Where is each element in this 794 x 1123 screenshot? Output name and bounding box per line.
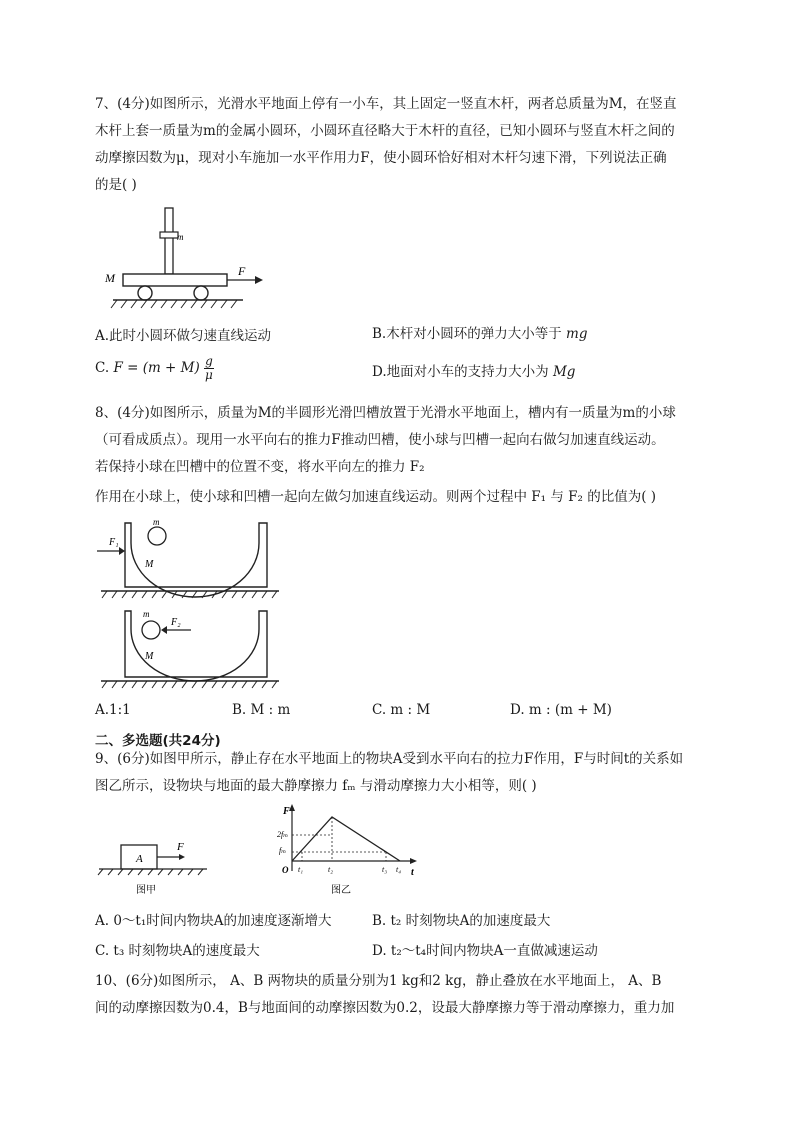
q7-cart-figure xyxy=(95,200,275,312)
q9-force-arrow xyxy=(179,854,185,860)
q8-top-M: M xyxy=(145,559,154,570)
q9-option-a: A. 0～t₁时间内物块A的加速度逐渐增大 xyxy=(95,913,332,929)
q8-bottom-M: M xyxy=(145,651,154,662)
q8-bottom-ball xyxy=(142,621,160,639)
q8-option-b: B. M : m xyxy=(232,702,291,718)
q9-line-1: 9、(6分)如图甲所示，静止存在水平地面上的物块A受到水平向右的拉力F作用，F与时间t的关系如 xyxy=(95,751,684,767)
q7-option-a: A.此时小圆环做匀速直线运动 xyxy=(95,328,272,344)
q10-line-1: 10、(6分)如图所示， A、B 两物块的质量分别为1 kg和2 kg，静止叠放在水平地面上， A、B xyxy=(95,973,662,989)
q8-line-1: 8、(4分)如图所示，质量为M的半圆形光滑凹槽放置于光滑水平地面上，槽内有一质量为m的小球 xyxy=(95,405,676,421)
q7-option-c-math: F = (m + M) xyxy=(113,360,200,376)
q9-tick-t4: t₄ xyxy=(396,865,402,874)
q8-bottom-F: F₂ xyxy=(171,617,181,628)
q8-bottom-m: m xyxy=(143,609,150,619)
q7-force-arrow xyxy=(255,276,263,284)
q8-option-a: A.1:1 xyxy=(95,702,131,718)
q9-tick-t1: t₁ xyxy=(298,865,304,874)
q9-line-2: 图乙所示，设物块与地面的最大静摩擦力 fₘ 与滑动摩擦力大小相等，则( ) xyxy=(95,778,537,794)
q9-tick-fm: fₘ xyxy=(279,846,287,855)
q8-option-d: D. m : (m + M) xyxy=(510,702,612,718)
q7-option-c-fraction xyxy=(204,355,214,382)
q7-option-c xyxy=(95,355,214,382)
q8-line-2: （可看成质点）。现用一水平向右的推力F推动凹槽，使小球与凹槽一起向右做匀加速直线运动。 xyxy=(95,432,665,448)
q7-line-1: 7、(4分)如图所示，光滑水平地面上停有一小车，其上固定一竖直木杆，两者总质量为M，在竖直 xyxy=(95,96,677,112)
q7-line-4: 的是( ) xyxy=(95,177,137,193)
q9-tick-2fm: 2fₘ xyxy=(277,830,289,839)
q8-top-ball xyxy=(148,527,166,545)
q9-axis-y-label: F xyxy=(283,806,290,817)
q9-force-time-curve xyxy=(292,817,400,861)
q7-wheel-right xyxy=(194,286,208,300)
q8-bottom-groove xyxy=(125,611,267,681)
q7-ground-hatch xyxy=(111,300,237,308)
q8-groove-figure-bottom xyxy=(95,605,295,693)
q9-axis-x-label: t xyxy=(411,867,414,878)
q7-cart-body xyxy=(123,274,227,286)
q9-tick-t2: t₂ xyxy=(328,865,334,874)
q7-ring xyxy=(160,232,178,238)
q8-bottom-force-arrow xyxy=(161,626,167,634)
q7-wheel-left xyxy=(138,286,152,300)
q7-option-b xyxy=(372,325,587,344)
q7-option-b-math: mg xyxy=(566,326,588,342)
q7-label-M: M xyxy=(105,271,115,285)
q7-label-m: m xyxy=(177,232,184,242)
q7-option-d xyxy=(372,363,575,382)
q8-option-c: C. m : M xyxy=(372,702,431,718)
q9-option-b: B. t₂ 时刻物块A的加速度最大 xyxy=(372,913,551,929)
q9-option-d: D. t₂～t₄时间内物块A一直做减速运动 xyxy=(372,943,598,959)
q9-caption-yi: 图乙 xyxy=(331,885,351,896)
q9-figure-jia xyxy=(95,835,220,897)
q8-line-4: 作用在小球上，使小球和凹槽一起向左做匀加速直线运动。则两个过程中 F₁ 与 F₂ 的比值为( ) xyxy=(95,489,657,505)
q9-figure-yi xyxy=(276,803,421,897)
q7-option-c-den: μ xyxy=(205,368,213,382)
q9-caption-jia: 图甲 xyxy=(136,885,156,896)
q9-force-label: F xyxy=(177,841,184,853)
q9-option-c: C. t₃ 时刻物块A的速度最大 xyxy=(95,943,260,959)
q8-top-F: F₁ xyxy=(109,537,119,548)
q7-label-F: F xyxy=(238,264,246,278)
q7-line-2: 木杆上套一质量为m的金属小圆环，小圆环直径略大于木杆的直径，已知小圆环与竖直木杆之间的 xyxy=(95,123,675,139)
q7-line-3: 动摩擦因数为μ，现对小车施加一水平作用力F，使小圆环恰好相对木杆匀速下滑，下列说法正确 xyxy=(95,150,667,166)
q7-pole xyxy=(165,208,173,274)
q8-top-m: m xyxy=(153,517,160,527)
q8-top-force-arrow xyxy=(119,547,125,555)
q7-option-c-num: g xyxy=(205,354,213,368)
q10-line-2: 间的动摩擦因数为0.4，B与地面间的动摩擦因数为0.2，设最大静摩擦力等于滑动摩擦力，重力加 xyxy=(95,1000,675,1016)
q7-option-c-prefix: C. xyxy=(95,360,110,376)
q7-option-b-text: B.木杆对小圆环的弹力大小等于 xyxy=(372,326,562,342)
q7-option-d-text: D.地面对小车的支持力大小为 xyxy=(372,364,549,380)
q8-line-3: 若保持小球在凹槽中的位置不变，将水平向左的推力 F₂ xyxy=(95,459,425,475)
q8-groove-figure-top xyxy=(95,515,295,605)
q9-ground-hatch xyxy=(98,869,203,875)
q7-option-d-math: Mg xyxy=(552,364,576,380)
q9-tick-t3: t₃ xyxy=(382,865,388,874)
q8-bottom-ground-hatch xyxy=(102,681,277,688)
section-title-multi-choice: 二、多选题(共24分) xyxy=(95,733,221,749)
q9-block-label: A xyxy=(136,853,143,865)
q9-origin-label: O xyxy=(282,865,289,875)
